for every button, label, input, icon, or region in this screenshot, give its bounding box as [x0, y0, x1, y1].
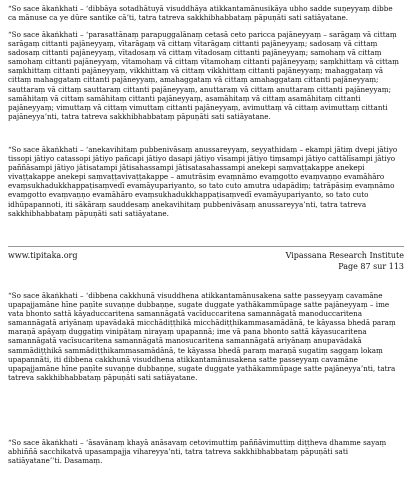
paragraph-past-lives: “So sace ākaṅkhati – ‘anekavihitaṃ pubbenivāsaṃ anussareyyaṃ, seyyathidaṃ – ekampi jātiṃ dvepi jātiyo tissopi jātiyo catassopi jātiyo pañcapi jātiyo dasapi jātiyo vīsampi jātiyo tiṃsampi jātiyo cattālīsampi jātiyo paññāsampi jātiyo jātisatampi jātisahassampi jātisatasahassampi anekepi saṃvaṭṭakappe anekepi vivaṭṭakappe anekepi saṃvaṭṭavivaṭṭakappe – amutrāsiṃ evaṃnāmo evaṃgotto evaṃvaṇṇo evamāhāro evaṃsukhadukkhappaṭisaṃvedī evamāyupariyanto, so tato cuto amutra udapādiṃ; tatrāpāsiṃ evaṃnāmo evaṃgotto evaṃvaṇṇo evamāhāro evaṃsukhadukkhappaṭisaṃvedī evamāyupariyanto, so tato cuto idhūpapannoti, iti sākāraṃ sauddesaṃ anekavihitaṃ pubbenivāsaṃ anussareyya’nti, tatra tatreva sakkhibhabbataṃ pāpuṇāti sati satiāyatane. — [8, 145, 398, 218]
footer-website: www.tipitaka.org — [8, 251, 78, 260]
paragraph-divine-ear: “So sace ākaṅkhati – ‘dibbāya sotadhātuyā visuddhāya atikkantamānusikāya ubho sadde suṇeyyaṃ dibbe ca mānuse ca ye dūre santike cā’ti, tatra tatreva sakkhibhabbataṃ pāpuṇāti sati satiāyatane. — [8, 4, 393, 23]
footer-institute: Vipassana Research Institute — [285, 251, 404, 260]
footer-separator — [8, 246, 404, 247]
page-number: Page 87 sur 113 — [338, 262, 404, 271]
paragraph-destruction-of-taints: “So sace ākaṅkhati – ‘āsavānaṃ khayā anāsavaṃ cetovimuttiṃ paññāvimuttiṃ diṭṭheva dhamme sayaṃ abhiññā sacchikatvā upasampajja vihareyya’nti, tatra tatreva sakkhibhabbataṃ pāpuṇāti sati satiāyatane’’ti. Dasamaṃ. — [8, 438, 387, 466]
paragraph-divine-eye: “So sace ākaṅkhati – ‘dibbena cakkhunā visuddhena atikkantamānusakena satte passeyyaṃ cavamāne upapajjamāne hīne paṇīte suvaṇṇe dubbaṇṇe, sugate duggate yathākammūpage satte pajāneyyaṃ – ime vata bhonto sattā kāyaduccaritena samannāgatā vacīduccaritena samannāgatā manoduccaritena samannāgatā ariyānaṃ upavādakā micchādiṭṭhikā micchādiṭṭhikammasamādānā, te kāyassa bhedā paraṃ maraṇā apāyaṃ duggatiṃ vinipātaṃ nirayaṃ upapannā; ime vā pana bhonto sattā kāyasucaritena samannāgatā vacīsucaritena samannāgatā manosucaritena samannāgatā ariyānaṃ anupavādakā sammādiṭṭhikā sammādiṭṭhikammasamādānā, te kāyassa bhedā paraṃ maraṇā sugatiṃ saggaṃ lokaṃ upapannāti, iti dibbena cakkhunā visuddhena atikkantamānusakena satte passeyyaṃ cavamāne upapajjamāne hīne paṇīte suvaṇṇe dubbaṇṇe, sugate duggate yathākammūpage satte pajāneyya’nti, tatra tatreva sakkhibhabbataṃ pāpuṇāti sati satiāyatane. — [8, 291, 396, 382]
paragraph-mind-reading: “So sace ākaṅkhati – ‘parasattānaṃ parapuggalānaṃ cetasā ceto paricca pajāneyyaṃ – sarāgaṃ vā cittaṃ sarāgaṃ cittanti pajāneyyaṃ, vītarāgaṃ vā cittaṃ vītarāgaṃ cittanti pajāneyyaṃ; sadosaṃ vā cittaṃ sadosaṃ cittanti pajāneyyaṃ, vītadosaṃ vā cittaṃ vītadosaṃ cittanti pajāneyyaṃ; samohaṃ vā cittaṃ samohaṃ cittanti pajāneyyaṃ, vītamohaṃ vā cittaṃ vītamohaṃ cittanti pajāneyyaṃ; saṃkhittaṃ vā cittaṃ saṃkhittaṃ cittanti pajāneyyaṃ, vikkhittaṃ vā cittaṃ vikkhittaṃ cittanti pajāneyyaṃ; mahaggataṃ vā cittaṃ mahaggataṃ cittanti pajāneyyaṃ, amahaggataṃ vā cittaṃ amahaggataṃ cittanti pajāneyyaṃ; sauttaraṃ vā cittaṃ sauttaraṃ cittanti pajāneyyaṃ, anuttaraṃ vā cittaṃ anuttaraṃ cittanti pajāneyyaṃ; samāhitaṃ vā cittaṃ samāhitaṃ cittanti pajāneyyaṃ, asamāhitaṃ vā cittaṃ asamāhitaṃ cittanti pajāneyyaṃ; vimuttaṃ vā cittaṃ vimuttaṃ cittanti pajāneyyaṃ, avimuttaṃ vā cittaṃ avimuttaṃ cittanti pajāneyya’nti, tatra tatreva sakkhibhabbataṃ pāpuṇāti sati satiāyatane. — [8, 30, 399, 121]
